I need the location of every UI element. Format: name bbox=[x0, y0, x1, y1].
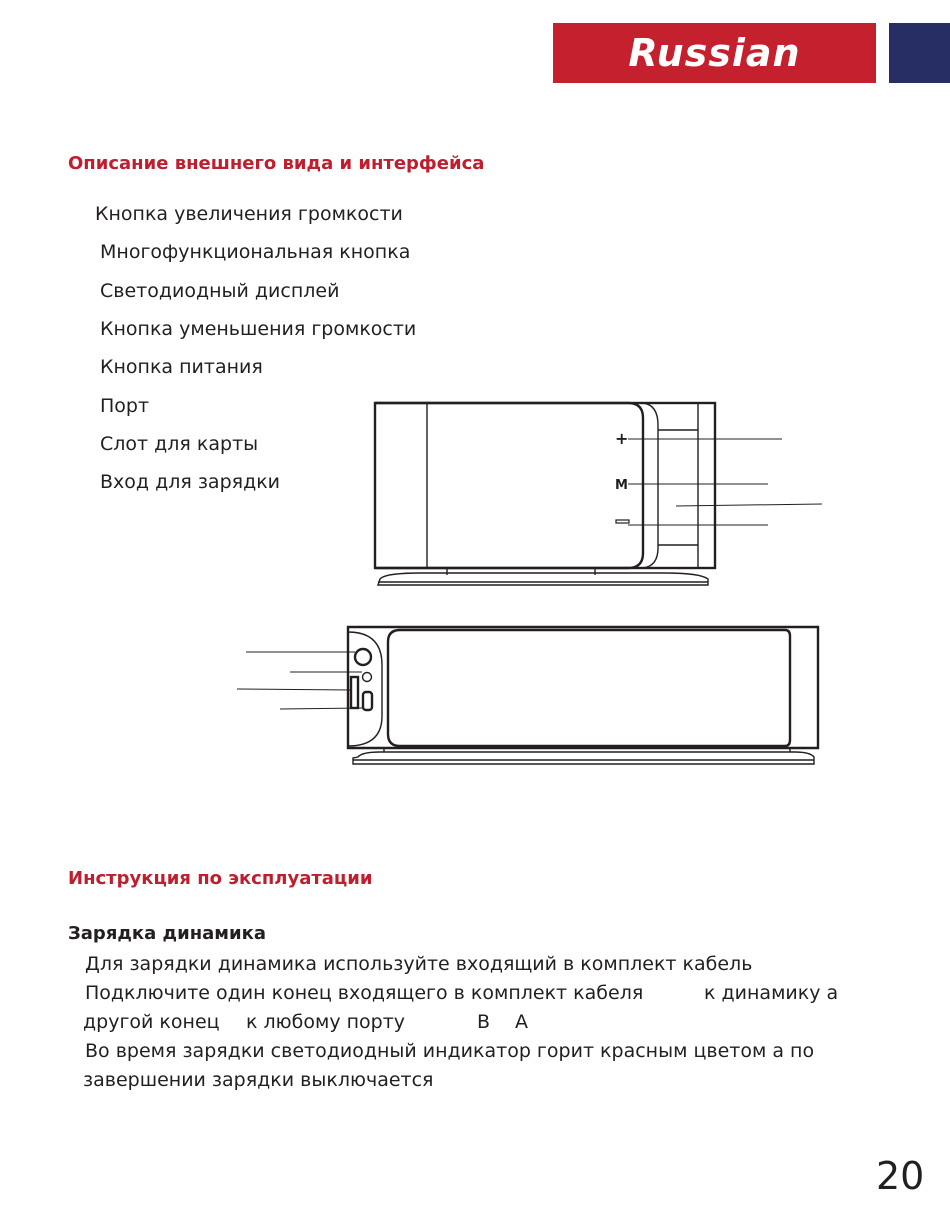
appearance-section-title: Описание внешнего вида и интерфейса bbox=[68, 153, 485, 174]
charging-line-3b: к любому порту bbox=[246, 1011, 406, 1033]
part-volume-down: Кнопка уменьшения громкости bbox=[100, 318, 417, 340]
minus-icon bbox=[616, 520, 629, 523]
part-power-button: Кнопка питания bbox=[100, 356, 263, 378]
instructions-section-title: Инструкция по эксплуатации bbox=[68, 868, 373, 889]
charging-port-icon bbox=[363, 692, 372, 710]
charging-line-2a: Подключите один конец входящего в комплект кабеля bbox=[85, 982, 644, 1004]
speaker-rear-base bbox=[353, 752, 814, 764]
charging-line-3c: В bbox=[477, 1011, 491, 1033]
speaker-rear-view-diagram bbox=[237, 627, 818, 764]
charging-line-3d: А bbox=[515, 1011, 528, 1033]
page-number: 20 bbox=[876, 1154, 925, 1198]
aux-port-icon bbox=[363, 673, 372, 682]
plus-icon: + bbox=[615, 429, 629, 448]
part-charging-input: Вход для зарядки bbox=[100, 471, 281, 493]
part-card-slot: Слот для карты bbox=[100, 433, 259, 455]
charging-subtitle: Зарядка динамика bbox=[68, 923, 266, 944]
speaker-side-base bbox=[378, 573, 708, 585]
charging-line-4: Во время зарядки светодиодный индикатор горит красным цветом а по bbox=[85, 1040, 815, 1062]
part-port: Порт bbox=[100, 395, 150, 417]
charging-line-5: завершении зарядки выключается bbox=[83, 1069, 434, 1091]
speaker-side-body bbox=[375, 403, 715, 568]
speaker-rear-body bbox=[348, 627, 818, 748]
speaker-rear-grille bbox=[388, 630, 790, 746]
card-slot-icon bbox=[351, 677, 358, 708]
charging-line-3a: другой конец bbox=[83, 1011, 220, 1033]
charging-line-1: Для зарядки динамика используйте входящий в комплект кабель bbox=[85, 953, 753, 975]
part-volume-up: Кнопка увеличения громкости bbox=[95, 203, 403, 225]
part-led-display: Светодиодный дисплей bbox=[100, 280, 340, 302]
charging-line-2b: к динамику а bbox=[704, 982, 839, 1004]
speaker-side-front-panel bbox=[375, 403, 643, 568]
power-button-icon bbox=[355, 649, 371, 665]
part-multifunction-button: Многофункциональная кнопка bbox=[100, 241, 411, 263]
language-label: Russian bbox=[628, 31, 801, 75]
mode-icon: M bbox=[615, 478, 628, 493]
